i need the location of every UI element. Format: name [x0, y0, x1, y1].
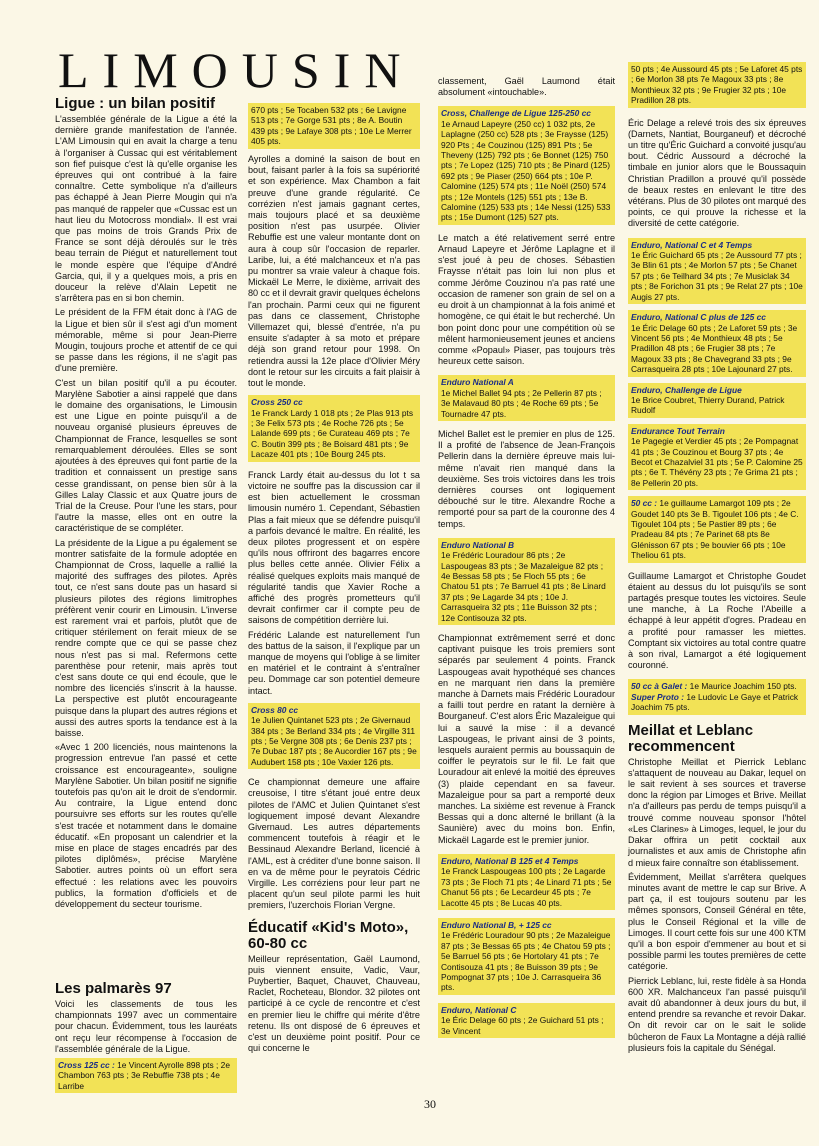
- results-text: 1e Frédéric Louradour 86 pts ; 2e Laspougeas 83 pts ; 3e Mazaleigue 82 pts ; 4e Bessas 58 pts ; 5e Floch 55 pts ; 6e Chatou 51 pts ; 7e Barruel 41 pts ; 8e Linard 37 pts ; 9e Lagarde 34 pts ; 10e J. Carrasqueira 32 pts ; 11e Buisson 32 pts ; 12e Contisouza 32 pts.: [441, 550, 606, 623]
- results-box-challenge-ligue: [628, 383, 806, 418]
- results-text: 1e Julien Quintanet 523 pts ; 2e Givernaud 384 pts ; 3e Berland 334 pts ; 4e Virgille 311 pts ; 5e Vergne 308 pts ; 6e Denis 237 pts ; 7e Dubac 187 pts ; 8e Aucordier 167 pts ; 9e Audubert 158 pts ; 10e Vaxier 126 pts.: [251, 715, 417, 767]
- paragraph: Frédéric Lalande est naturellement l'un des battus de la saison, il l'explique par un manque de moyens qui l'oblige à se limiter en matériel et le contraint à s'entraîner peu. Dommage car son potentiel demeure intact.: [248, 629, 420, 696]
- results-box-enduro-b-125: [438, 854, 615, 910]
- results-box-enduro-c-continued: 50 pts ; 4e Aussourd 45 pts ; 5e Laforet 45 pts ; 6e Morlon 38 pts 7e Magoux 33 pts ; 8e Monthieux 32 pts ; 9e Frugier 32 pts ; 10e Pradillon 28 pts.: [628, 62, 806, 108]
- results-box-enduro-c: [438, 1003, 615, 1038]
- column-2-body: [248, 154, 420, 1057]
- results-box-cross-125: [55, 1058, 237, 1093]
- paragraph: Ce championnat demeure une affaire creusoise, l titre s'étant joué entre deux pilotes de l'AMC et Julien Quintanet s'est logiquement imposé devant Alexandre Givernaud. Les autres départements commencent toutefois à réagir et le Bessinaud Alexandre Berland, licencié à l'AML, est à créditer d'une bonne saison. Il en va de même pour le peyratois Cédric Virgille. Les corréziens pour leur part ne placent qu'un seul pilote parmi les huit premiers, l'uzerchois Florian Vergne.: [248, 777, 420, 911]
- results-text: 1e Pagegie et Verdier 45 pts ; 2e Pompagnat 41 pts ; 3e Couzinou et Bourg 37 pts ; 4e Becot et Chazalviel 31 pts ; 5e P. Calomine 25 pts ; 6e T. Thévény 23 pts ; 7e Grima 21 pts ; 8e Pellerin 20 pts.: [631, 436, 803, 488]
- page-title: LIMOUSIN: [58, 42, 415, 98]
- results-text: 1e Franck Lardy 1 018 pts ; 2e Plas 913 pts ; 3e Felix 573 pts ; 4e Roche 726 pts ; 5e Lalande 699 pts ; 6e Curateau 469 pts ; 7e C. Boutin 399 pts ; 8e Boisard 481 pts ; 9e Lacaze 401 pts ; 10e Bourg 245 pts.: [251, 407, 414, 460]
- results-heading: Endurance Tout Terrain: [631, 425, 725, 436]
- results-box-tout-terrain: [628, 424, 806, 490]
- results-box-c-plus-125: [628, 310, 806, 376]
- results-text: 1e Éric Delage 60 pts ; 2e Laforet 59 pts ; 3e Vincent 56 pts ; 4e Monthieux 48 pts ; 5e Pradillon 48 pts ; 6e Frugier 38 pts ; 7e Magoux 33 pts ; 8e Chavegrand 33 pts ; 9e Carrasqueira 28 pts ; 10e Lajounard 27 pts.: [631, 322, 798, 375]
- heading-meillat: Meillat et Leblanc recommencent: [628, 721, 754, 755]
- paragraph: L'assemblée générale de la Ligue a été la dernière grande manifestation de l'année. L'AM Limousin qui en avait la charge a tenu à l'organiser à Cussac qui est véritablement son fief puisque c'est là qu'elle organise les épreuves qui ont contribué à la faire connaître. Cette symbolique n'a d'ailleurs pas échappé à Jean Pierre Mougin qui n'a pas manqué de rappeler que «Cussac est un haut lieu du Motocross mondial». Il est vrai que pas moins de trois Grands Prix de France se sont déjà déroulés sur le très beau terrain de Piégut et naturellement tout le monde espère que l'équipe d'André Garcia, qui, il y a quelques mois, a pris en douceur la relève d'Alain Lepetit ne s'arrêtera pas en si bon chemin.: [55, 114, 237, 304]
- results-text: 1e Arnaud Lapeyre (250 cc) 1 032 pts, 2e Laplagne (250 cc) 528 pts ; 3e Fraysse (125) 920 Pts ; 4e Couzinou (125) 891 Pts ; 5e Theveny (125) 792 pts ; 6e Bonnet (125) 750 pts ; 7e Lopez (125) 710 pts ; 8e Pinard (125) 692 pts ; 9e Piaser (250) 664 pts ; 10e P. Calomine (125) 574 pts ; 11e Noël (250) 574 pts ; 12e Montels (125) 551 pts ; 13e B. Calomine (125) 533 pts ; 14e Nessi (125) 533 pts ; 15e Dumont (125) 527 pts.: [441, 118, 611, 223]
- results-heading: Enduro, National C: [441, 1004, 517, 1015]
- results-text: 1e Brice Coubret, Thierry Durand, Patrick Rudolf: [631, 394, 785, 416]
- article-ligue: [55, 96, 237, 913]
- results-heading: Cross, Challenge de Ligue 125-250 cc: [441, 108, 591, 119]
- results-text: 1e guillaume Lamargot 109 pts ; 2e Goudet 140 pts 3e B. Tigoulet 106 pts ; 4e C. Tigoulet 104 pts ; 5e Pastier 89 pts ; 6e Pradeau 84 pts ; 7e Parinet 68 pts 8e Glénisson 67 pts ; 9e bouvier 66 pts ; 10e Theliou 61 pts.: [631, 498, 799, 561]
- results-box-cross-125-continued: 670 pts ; 5e Tocaben 532 pts ; 6e Lavigne 513 pts ; 7e Gorge 531 pts ; 8e A. Boutin 439 pts ; 9e Lafaye 308 pts ; 10e Le Merrer 405 pts.: [248, 103, 420, 149]
- results-heading: Enduro, National B 125 et 4 Temps: [441, 855, 579, 866]
- heading-palmares: Les palmarès 97: [55, 980, 172, 997]
- paragraph: Michel Ballet est le premier en plus de 125. Il a profité de l'absence de Jean-François Pellerin dans la dernière épreuve mais lui-même n'avait rien manqué dans la deuxième. Ses trois victoires dans les trois dernières courses ont logiquement débouché sur le titre. Alexandre Roche a remporté pour sa part de la couronne des 4 temps.: [438, 428, 615, 529]
- results-heading: Enduro National B, + 125 cc: [441, 919, 552, 930]
- results-box-cross-80: [248, 703, 420, 769]
- results-heading: Cross 125 cc :: [58, 1060, 115, 1071]
- results-box-galet-proto: [628, 679, 806, 714]
- paragraph: Éric Delage a relevé trois des six épreuves (Darnets, Nantiat, Bourganeuf) et décroché un titre qu'Éric Guichard a convoité jusqu'au bout. Cédric Aussourd a décroché la timbale en junior alors que le Boussaquin Christian Pradillon a prouvé qu'il possède de beaux restes en enlevant le titre des vétérans. Plus de 30 pilotes ont marqué des points, ce qui prouve la richesse et la diversité de cette catégorie.: [628, 117, 806, 229]
- paragraph: Pierrick Leblanc, lui, reste fidèle à sa Honda 600 XR. Malchanceux l'an passé puisqu'il avait dû abandonner à deux jours du but, il entend prendre sa revanche et revoir Dakar. On dit revoir car on le sait le solide bûcheron de Faux La Montagne a déjà rallié plusieurs fois la capitale du Sénégal.: [628, 975, 806, 1053]
- results-heading: Super Proto :: [631, 691, 685, 702]
- results-text: 1e Éric Delage 60 pts ; 2e Guichard 51 pts ; 3e Vincent: [441, 1015, 604, 1036]
- results-heading: Cross 250 cc: [251, 397, 303, 408]
- column-2-top: [248, 103, 420, 149]
- results-heading: Enduro National B: [441, 539, 515, 550]
- results-text: 1e Éric Guichard 65 pts ; 2e Aussourd 77 pts ; 3e Blin 61 pts ; 4e Morlon 57 pts ; 5e Chanet 57 pts ; 6e Teilhard 34 pts ; 7e Musiclak 34 pts ; 8e Forichon 31 pts ; 9e Relat 27 pts ; 10e Augis 27 pts.: [631, 250, 803, 302]
- results-heading: Enduro, National C et 4 Temps: [631, 239, 753, 250]
- paragraph: Franck Lardy était au-dessus du lot t sa victoire ne souffre pas la discussion car il est bien actuellement le crossman limousin numéro 1. Cependant, Sébastien Plas a fait mieux que se défendre puisqu'il a parfois devancé le maître. En réalité, les deux pilotes progressent et on espère qu'ils nous offriront des bagarres encore plus belles cette année. Olivier Félix a réalisé quelques exploits mais manqué de régularité tandis que Xavier Roche a affiché des progrès prometteurs qu'il devrait confirmer car il compte peu de saisons de compétition derrière lui.: [248, 469, 420, 626]
- heading-ligue: Ligue : un bilan positif: [55, 95, 215, 112]
- results-heading: 50 cc :: [631, 498, 658, 509]
- heading-educatif: Éducatif «Kid's Moto», 60-80 cc: [248, 918, 409, 952]
- paragraph: Meilleur représentation, Gaël Laumond, puis viennent ensuite, Vadic, Vaur, Puybertier, Baquet, Chauvet, Chauveau, Raclet, Rocheteau, Blondor. 32 pilotes ont participé à ce cycle de rencontre et c'est en premier lieu le chiffre qui mérite d'être retenu. Ils ont disposé de 6 épreuves et c'est un deuxième point positif. Pour ce qui concerne le: [248, 953, 420, 1054]
- paragraph: Évidemment, Meillat s'arrêtera quelques minutes avant de mettre le cap sur Brive. A part ça, il est toujours soutenu par les mêmes sponsors, Conseil Général en tête, plus le Conseil Régional et la ville de Limoges. Il court cette fois sur une 400 KTM qu'il a bon espoir d'emmener au bout et si possible parmi les toutes premières de cette catégorie.: [628, 871, 806, 972]
- paragraph: La présidente de la Ligue a pu également se montrer satisfaite de la formule adoptée en Championnat de Cross, laquelle a rallié la majorité des suffrages des pilotes. Après tout, ce n'est sans doute pas un hasard si plusieurs pilotes des régions limitrophes préfèrent venir courir en Limousin. L'inverse est rarement vrai et parfois, plutôt que de critiquer stérilement on ferait mieux de se rendre compte que ce qui se passe chez nous n'est pas si mal. Refermons cette parenthèse pour retenir, mais après tout c'est sans doute ce qui end écoule, que le nombre des licenciés s'inscrit à la hausse. La perspective est plutôt encourageante puisque dans la plupart des autres régions et aussi des autres sports la tendance est à la baisse.: [55, 537, 237, 738]
- results-box-challenge: [438, 106, 615, 224]
- results-text: 1e Frédéric Louradour 90 pts ; 2e Mazaleigue 87 pts ; 3e Bessas 65 pts ; 4e Chatou 59 pts ; 5e Barruel 56 pts ; 6e Hortolary 41 pts ; 7e Contisouza 41 pts ; 8e Buisson 39 pts ; 9e Pompognat 37 pts ; 10e J. Carrasqueira 36 pts.: [441, 930, 611, 993]
- paragraph: Christophe Meillat et Pierrick Leblanc s'attaquent de nouveau au Dakar, lequel on le sait revient à ses sources et traverse donc la région par Limoges et Brive. Meillat n'a d'ailleurs pas perdu de temps puisqu'il a trouvé comme nouveau sponsor l'hôtel «Les Clarines» à Limoges, lequel, le jour du Dakar offrira un petit cocktail aux journalistes et aux amis de Christophe afin d mieux faire connaître son établissement.: [628, 756, 806, 868]
- paragraph: Championnat extrêmement serré et donc captivant puisque les trois premiers sont séparés par seulement 4 points. Franck Laspougeas avait hypothéqué ses chances en ne marquant rien dans la première manche à Darnets mais Frédéric Louradour a failli tout perdre en ratant la dernière à Bourganeuf. C'est alors Éric Mazaleigue qui lui a sauvé la mise : il a devancé Laspougeas, le privant ainsi de 3 points, lesquels auraient permis au boussaquin de coiffer le peyratois sur le fil. Le fait que Louradour ait enlevé la moitié des épreuves (3) plaide cependant en sa faveur. Mazaleigue pour sa part a remporté deux manches. La sixième est revenue à Franck Bessas qui a donc alterné le brillant (à la Saunière) avec du moins bon. Enfin, Mickaël Lagarde est le premier junior.: [438, 633, 615, 845]
- paragraph: Le match a été relativement serré entre Arnaud Lapeyre et Jérôme Laplagne et il s'est joué à peu de choses. Sébastien Fraysse n'était pas loin lui non plus et comme Jérôme Couzinou n'a pas raté une occasion de ramener son grain de sel on a eu droit à un championnat à la fois animé et homogène, ce qui était le but recherché. Un bon point donc pour une compétition où se mêlent harmonieusement jeunes et anciens comme «Popaul» Piaser, pas toujours très heureux cette saison.: [438, 232, 615, 367]
- paragraph: «Avec 1 200 licenciés, nous maintenons la progression entrevue l'an passé et cette croissance est encourageante», souligne Marylène Sabotier. Un bilan positif ne signifie toutefois pas qu'on ait le droit de s'endormir. Au contraire, la Ligue entend donc poursuivre ses efforts sur les routes qu'elle s'est tracée et notamment dans le domaine éducatif. «En proposant un calendrier et la mise en place de stages encadrés par des pilotes diplômés», précise Marylène Sabotier. autres points où un effort sera effectué : les relations avec les pouvoirs publics, la formation d'officiels et de développement du secteur tourisme.: [55, 742, 237, 910]
- paragraph: Ayrolles a dominé la saison de bout en bout, faisant parler à la fois sa supériorité et son expérience. Max Chambon a fait preuve d'une grande régularité. Ce corrézien n'est jamais gagnant certes, mais toujours placé et sa deuxième position n'est pas usurpée. Olivier Rebuffie est une valeur montante dont on aura à coup sûr l'occasion de reparler. Laribe, lui, a été malchanceux et n'a pas pu montrer sa vraie valeur à chaque fois. Mickaël Le Merre, le dixième, arrivait des 80 cc et il devrait gravir quelques échelons l'an prochain. Parmi ceux qui ne figurent pas dans ce classement, Christophe Villemazet qui, blessé d'entrée, n'a pu ensuite s'adapter à sa moto et prépare déjà son grand retour pour 1998. On retiendra aussi la 12e place d'Olivier Méry dont le retour sur les circuits a fait plaisir à tout le monde.: [248, 154, 420, 389]
- results-heading: Cross 80 cc: [251, 704, 299, 715]
- paragraph: C'est un bilan positif qu'il a pu écouter. Marylène Sabotier a ainsi rappelé que dans le domaine des organisations, le Limousin est une Ligue en pointe puisqu'il a de nouveau organisé plusieurs épreuves de Championnat de France, lesquelles se sont remarquablement déroulées. Elles se sont ajoutées à des épreuves qui font partie de la tradition et connaissent un prestige sans cesse grandissant, on pense bien sûr à la Gilles Lalay Classic et aux Quatre jours de Trial de la Creuse. Pour l'une les stars, pour l'autre la masse, elles ont en outre la caractéristique de se compléter.: [55, 377, 237, 534]
- paragraph: Le président de la FFM était donc à l'AG de la Ligue et bien sûr il s'est agi d'un moment mémorable, même si pour Jean-Pierre Mougin, toujours proche et attentif de ce qui se passe dans les régions, il ne s'agit pas d'une première.: [55, 307, 237, 374]
- results-box-enduro-a: [438, 375, 615, 421]
- results-box-c-4-temps: [628, 238, 806, 304]
- results-text: 1e Ludovic Le Gaye et Patrick Joachim 75 pts.: [631, 691, 799, 713]
- results-box-50cc: [628, 496, 806, 562]
- results-text: 1e Vincent Ayrolle 898 pts ; 2e Chambon 763 pts ; 3e Rebuffie 738 pts ; 4e Larribe: [58, 1060, 230, 1091]
- results-text: 1e Franck Laspougeas 100 pts ; 2e Lagarde 73 pts ; 3e Floch 71 pts ; 4e Linard 71 pts ; 5e Chanut 56 pts ; 6e Lecardeur 45 pts ; 7e Lacotte 45 pts ; 8e Lucas 40 pts.: [441, 866, 612, 908]
- results-box-enduro-b-plus: [438, 918, 615, 995]
- results-text: 1e Maurice Joachim 150 pts.: [689, 681, 797, 692]
- results-heading: Enduro, National C plus de 125 cc: [631, 312, 766, 323]
- page-number: 30: [424, 1097, 436, 1111]
- paragraph: classement, Gaël Laumond était absolument «intouchable».: [438, 76, 615, 98]
- paragraph: Guillaume Lamargot et Christophe Goudet étaient au dessus du lot puisqu'ils se sont partagés presque toutes les victoires. Seule une manche, à La Roche l'Abeille a échappé à leur appétit d'ogres. Pradeau en a profité pour ramasser les miettes. Comptant six victoires au total contre quatre à son rival, Lamargot a été logiquement couronné.: [628, 570, 806, 671]
- results-heading: Enduro National A: [441, 377, 514, 388]
- article-palmares: [55, 981, 237, 1093]
- results-heading: Enduro, Challenge de Ligue: [631, 384, 742, 395]
- column-3-body: [438, 76, 615, 1038]
- results-box-enduro-b: [438, 538, 615, 625]
- results-box-cross-250: [248, 395, 420, 461]
- paragraph: Voici les classements de tous les championnats 1997 avec un commentaire pour chacun. Évidemment, tous les lauréats ont reçu leur récompense à l'occasion de l'assemblée générale de la Ligue.: [55, 999, 237, 1054]
- results-heading: 50 cc à Galet :: [631, 681, 688, 692]
- results-text: 1e Michel Ballet 94 pts ; 2e Pellerin 87 pts ; 3e Malavaud 80 pts ; 4e Roche 69 pts ; 5e Tournadre 47 pts.: [441, 387, 602, 419]
- column-4-body: [628, 62, 806, 1057]
